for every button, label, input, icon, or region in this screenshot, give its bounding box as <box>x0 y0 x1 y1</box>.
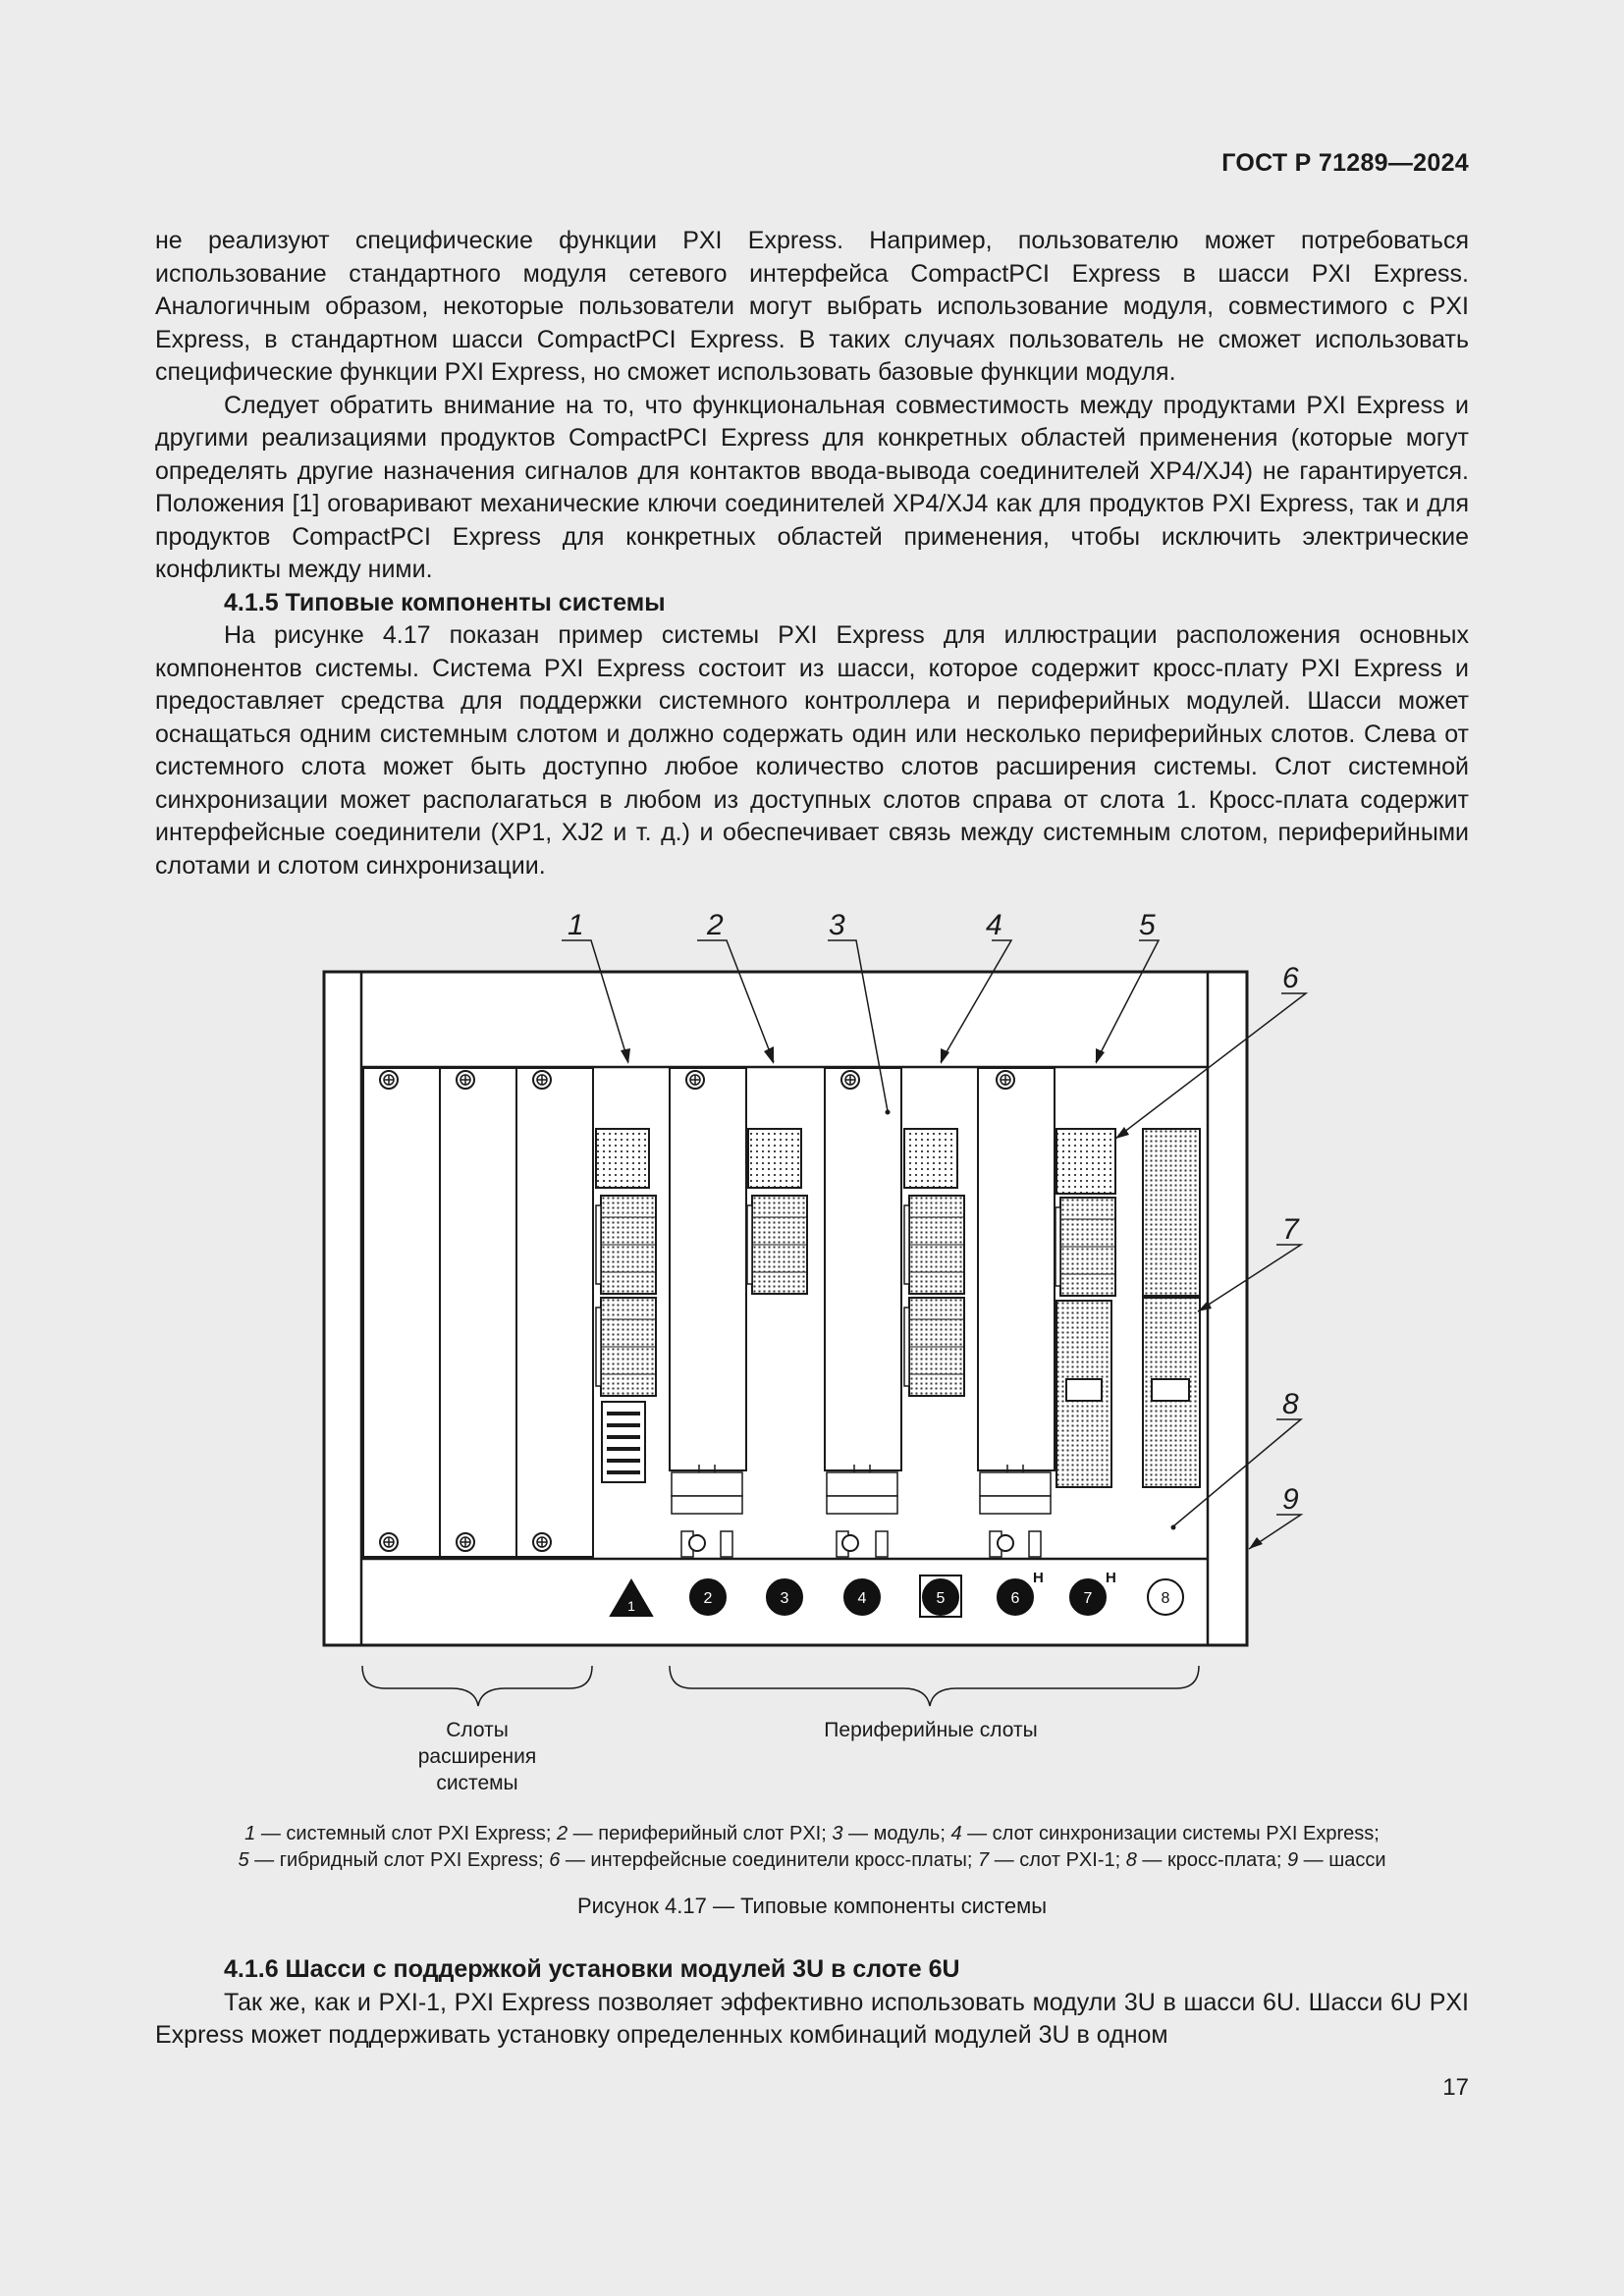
svg-text:4: 4 <box>986 909 1002 941</box>
hybrid-mark: H <box>1033 1570 1044 1586</box>
figure-caption: Рисунок 4.17 — Типовые компоненты системы <box>576 1894 1048 1918</box>
paragraph: На рисунке 4.17 показан пример системы PXI Express для иллюстрации расположения основных компонентов системы. Система PXI Express состоит из шасси, которое содержит кросс-плату PXI Express и предоставляет средства для поддержки системного контроллера и периферийных модулей. Шасси может оснащаться одним системным слотом и должно содержать один или несколько периферийных слотов. Слева от системного слота может быть доступно любое количество слотов расширения системы. Слот системной синхронизации может располагаться в любом из доступных слотов справа от слота 1. Кросс-плата содержит интерфейсные соединители (XP1, XJ2 и т. д.) и обеспечивает связь между системным слотом, периферийными слотами и слотом синхронизации. <box>155 621 1469 880</box>
svg-text:Периферийные слоты: Периферийные слоты <box>824 1719 1038 1741</box>
body-text-top <box>155 225 1469 882</box>
body-text-bottom <box>155 1953 1469 2053</box>
slot-number-2: 2 <box>703 1590 713 1607</box>
pxi-chassis-figure <box>295 898 1335 1821</box>
standard-header: ГОСТ Р 71289—2024 <box>1221 149 1469 177</box>
slot-number-1: 1 <box>627 1598 635 1614</box>
figure-legend: 1 — системный слот PXI Express; 2 — периферийный слот PXI; 3 — модуль; 4 — слот синхронизации системы PXI Express; 5 — гибридный слот PXI Express; 6 — интерфейсные соединители кросс-платы; 7 — слот PXI-1; 8 — кросс-плата; 9 — шасси <box>238 1823 1386 1871</box>
section-heading: 4.1.6 Шасси с поддержкой установки модулей 3U в слоте 6U <box>224 1955 960 1983</box>
slot-number-8: 8 <box>1161 1590 1170 1607</box>
svg-text:9: 9 <box>1282 1483 1299 1516</box>
slot-number-4: 4 <box>857 1590 867 1607</box>
brace-labels <box>418 1719 1038 1794</box>
expansion-slot-panels <box>363 1068 593 1557</box>
slot-number-5: 5 <box>936 1590 946 1607</box>
slot-number-6: 6 <box>1010 1590 1020 1607</box>
svg-text:1: 1 <box>568 909 584 941</box>
paragraph: не реализуют специфические функции PXI Express. Например, пользователю может потребоваться использование стандартного модуля сетевого интерфейса CompactPCI Express в шасси PXI Express. Аналогичным образом, некоторые пользователи могут выбрать использование модуля, совместимого с PXI Express, в стандартном шасси CompactPCI Express. В таких случаях пользователь не сможет использовать специфические функции PXI Express, но сможет использовать базовые функции модуля. <box>155 227 1469 386</box>
slot-number-3: 3 <box>780 1590 789 1607</box>
svg-text:5: 5 <box>1139 909 1156 941</box>
slot-number-7: 7 <box>1083 1590 1093 1607</box>
svg-text:2: 2 <box>707 909 724 941</box>
section-heading: 4.1.5 Типовые компоненты системы <box>224 588 666 616</box>
paragraph: Следует обратить внимание на то, что функциональная совместимость между продуктами PXI Express и другими реализациями продуктов CompactPCI Express для конкретных областей применения (которые могут определять другие назначения сигналов для контактов ввода-вывода соединителей XP4/XJ4) не гарантируется. Положения [1] оговаривают механические ключи соединителей XP4/XJ4 как для продуктов PXI Express, так и для продуктов CompactPCI Express для конкретных областей применения, чтобы исключить электрические конфликты между ними. <box>155 391 1469 583</box>
svg-text:Слоты: Слоты <box>446 1719 509 1741</box>
svg-text:7: 7 <box>1282 1213 1299 1246</box>
svg-text:3: 3 <box>829 909 845 941</box>
svg-text:6: 6 <box>1282 962 1299 994</box>
svg-text:8: 8 <box>1282 1388 1299 1420</box>
svg-text:системы: системы <box>436 1772 518 1794</box>
brace-expansion-slots <box>362 1666 592 1706</box>
brace-peripheral-slots <box>670 1666 1199 1706</box>
svg-text:расширения: расширения <box>417 1745 537 1768</box>
hybrid-mark: H <box>1106 1570 1116 1586</box>
peripheral-module <box>978 1068 1055 1557</box>
page-number: 17 <box>1442 2074 1469 2101</box>
paragraph: Так же, как и PXI-1, PXI Express позволяет эффективно использовать модули 3U в шасси 6U. Шасси 6U PXI Express может поддерживать установку определенных комбинаций модулей 3U в одном <box>155 1988 1469 2049</box>
